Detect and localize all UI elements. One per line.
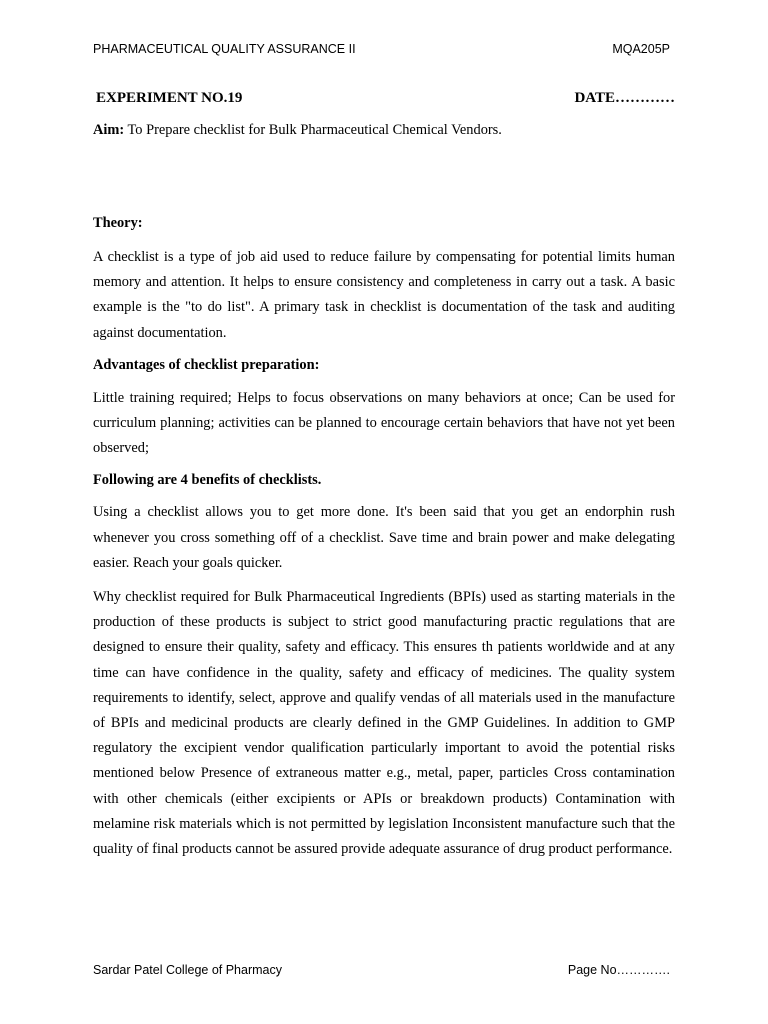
advantages-heading: Advantages of checklist preparation: xyxy=(93,356,320,373)
aim-label: Aim: xyxy=(93,122,125,138)
header-course-title: PHARMACEUTICAL QUALITY ASSURANCE II xyxy=(93,42,356,56)
aim-text: To Prepare checklist for Bulk Pharmaceutical Chemical Vendors. xyxy=(124,122,502,138)
page-header xyxy=(93,42,670,56)
document-body xyxy=(93,87,675,862)
footer-page-number: Page No…………. xyxy=(567,963,670,977)
experiment-number: EXPERIMENT NO.19 xyxy=(96,90,243,106)
benefits-paragraph: Using a checklist allows you to get more done. It's been said that you get an endorphin rush whenever you cross something off of a checklist. Save time and brain power and make delegating easier. Reach your goals quicker. xyxy=(93,504,675,571)
page-footer xyxy=(93,963,670,977)
experiment-date: DATE………… xyxy=(574,90,675,106)
experiment-row xyxy=(93,87,675,109)
aim-line xyxy=(93,120,675,140)
why-checklist-paragraph: Why checklist required for Bulk Pharmaceutical Ingredients (BPIs) used as starting materials in the production of these products is subject to strict good manufacturing practic regulations that are designed to ensure their quality, safety and efficacy. This ensures th patients worldwide and at any time can have confidence in the quality, safety and efficacy of medicines. The quality system requirements to identify, select, approve and qualify vendas of all materials used in the manufacture of BPIs and medicinal products are clearly defined in the GMP Guidelines. In addition to GMP regulatory the excipient vendor qualification particularly important to avoid the potential risks mentioned below Presence of extraneous matter e.g., metal, paper, particles Cross contamination with other chemicals (either excipients or APIs or breakdown products) Contamination with melamine risk materials which is not permitted by legislation Inconsistent manufacture such that the quality of final products cannot be assured provide adequate assurance of drug product performance. xyxy=(93,589,675,858)
theory-paragraph: A checklist is a type of job aid used to reduce failure by compensating for potential limits human memory and attention. It helps to ensure consistency and completeness in carry out a task. A basic example is the "to do list". A primary task in checklist is documentation of the task and auditing against documentation. xyxy=(93,249,675,341)
advantages-paragraph: Little training required; Helps to focus observations on many behaviors at once; Can be used for curriculum planning; activities can be planned to encourage certain behaviors that have not yet been observed; xyxy=(93,389,675,457)
footer-college-name: Sardar Patel College of Pharmacy xyxy=(93,963,282,977)
benefits-heading: Following are 4 benefits of checklists. xyxy=(93,472,322,489)
theory-heading: Theory: xyxy=(93,215,143,231)
header-course-code: MQA205P xyxy=(612,42,670,56)
